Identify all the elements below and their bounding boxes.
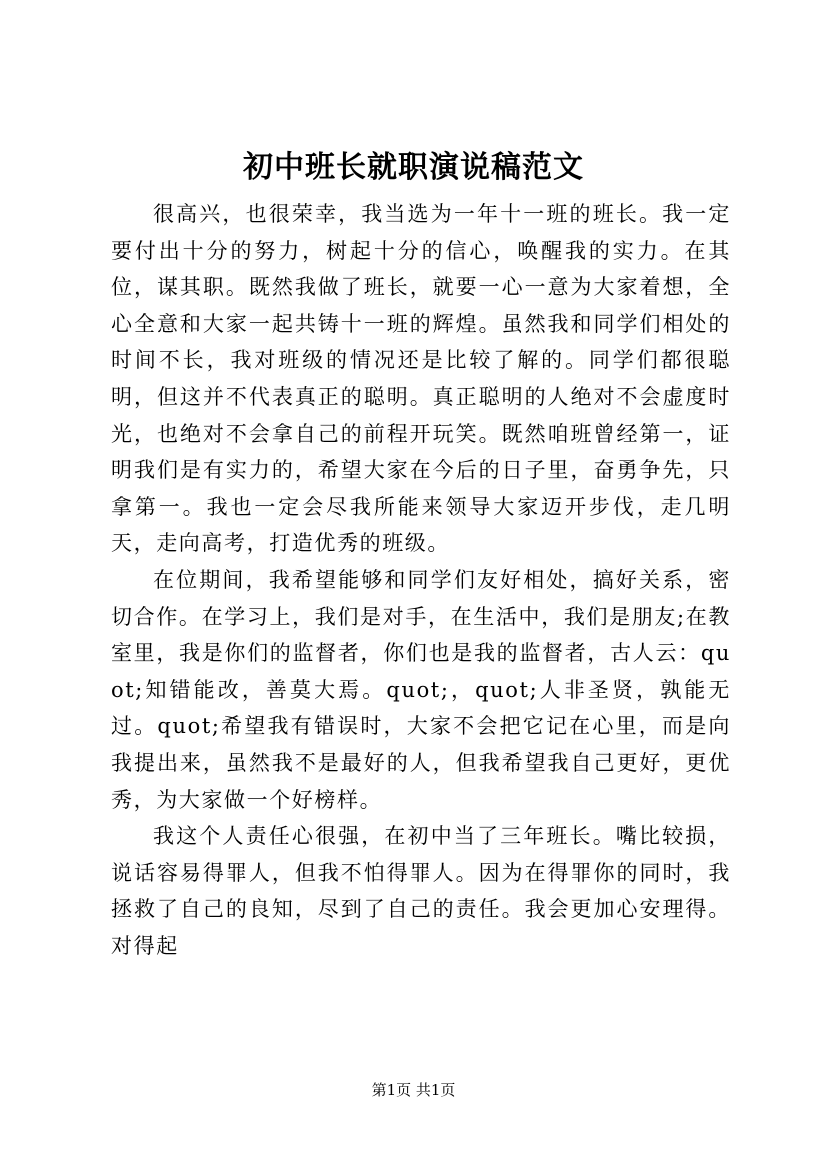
paragraph-1: 很高兴，也很荣幸，我当选为一年十一班的班长。我一定要付出十分的努力，树起十分的信心，唤醒我的实力。在其位，谋其职。既然我做了班长，就要一心一意为大家着想，全心全意和大家一起共铸十一班的辉煌。虽然我和同学们相处的时间不长，我对班级的情况还是比较了解的。同学们都很聪明，但这并不代表真正的聪明。真正聪明的人绝对不会虚度时光，也绝对不会拿自己的前程开玩笑。既然咱班曾经第一，证明我们是有实力的，希望大家在今后的日子里，奋勇争先，只拿第一。我也一定会尽我所能来领导大家迈开步伐，走几明天，走向高考，打造优秀的班级。 (111, 202, 731, 556)
paragraph-2: 在位期间，我希望能够和同学们友好相处，搞好关系，密切合作。在学习上，我们是对手，在生活中，我们是朋友;在教室里，我是你们的监督者，你们也是我的监督者，古人云：quot;知错能改，善莫大焉。quot;，quot;人非圣贤，孰能无过。quot;希望我有错误时，大家不会把它记在心里，而是向我提出来，虽然我不是最好的人，但我希望我自己更好，更优秀，为大家做一个好榜样。 (111, 567, 731, 812)
page-footer: 第1页 共1页 (371, 1081, 456, 1099)
paragraph-3: 我这个人责任心很强，在初中当了三年班长。嘴比较损，说话容易得罪人，但我不怕得罪人。因为在得罪你的同时，我拯救了自己的良知，尽到了自己的责任。我会更加心安理得。对得起 (111, 824, 731, 958)
document-title: 初中班长就职演说稿范文 (243, 150, 584, 185)
document-body (111, 196, 731, 964)
